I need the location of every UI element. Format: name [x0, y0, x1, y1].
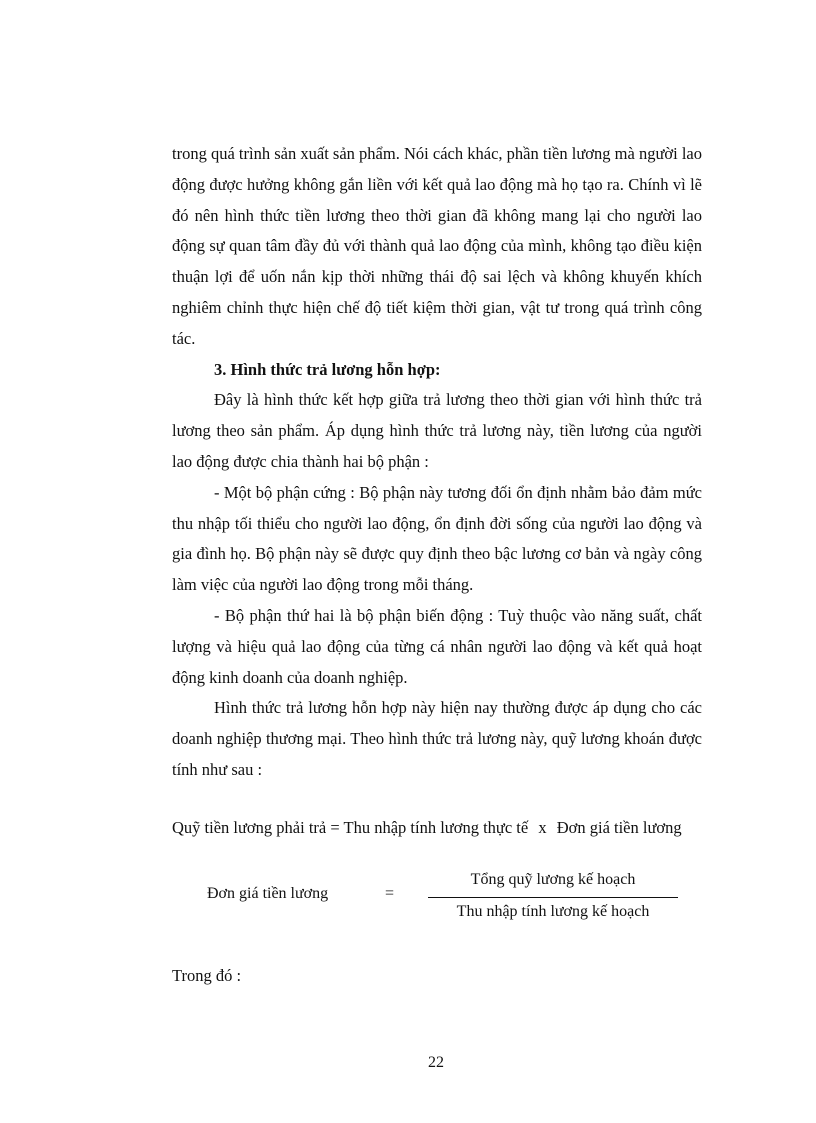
page-number: 22 [428, 1054, 444, 1071]
formula-equals: = [330, 818, 340, 837]
body-text [172, 139, 702, 786]
formula-term-unit-price: Đơn giá tiền lương [556, 818, 682, 837]
paragraph-continuation: trong quá trình sản xuất sản phẩm. Nói cách khác, phần tiền lương mà người lao động được hưởng không gắn liền với kết quả lao động mà họ tạo ra. Chính vì lẽ đó nên hình thức tiền lương theo thời gian đã không mang lại cho người lao động sự quan tâm đầy đủ với thành quả lao động của mình, không tạo điều kiện thuận lợi để uốn nắn kịp thời những thái độ sai lệch và không khuyến khích nghiêm chỉnh thực hiện chế độ tiết kiệm thời gian, vật tư trong quá trình công tác. [172, 144, 702, 348]
fraction-numerator: Tổng quỹ lương kế hoạch [470, 871, 636, 888]
where-label: Trong đó : [172, 966, 242, 985]
formula-lhs: Quỹ tiền lương phải trả [172, 818, 327, 837]
unit-price-equals: = [385, 885, 395, 902]
paragraph-intro: Đây là hình thức kết hợp giữa trả lương theo thời gian với hình thức trả lương theo sản phẩm. Áp dụng hình thức trả lương này, tiền lương của người lao động được chia thành hai bộ phận : [172, 390, 702, 471]
formula-salary-fund [172, 818, 732, 838]
fraction-denominator: Thu nhập tính lương kế hoạch [456, 903, 650, 920]
paragraph-variable-part: - Bộ phận thứ hai là bộ phận biến động : Tuỳ thuộc vào năng suất, chất lượng và hiệu quả lao động của từng cá nhân người lao động và kết quả hoạt động kinh doanh của doanh nghiệp. [172, 605, 702, 687]
section-heading: 3. Hình thức trả lương hỗn hợp: [214, 359, 441, 379]
paragraph-fixed-part: - Một bộ phận cứng : Bộ phận này tương đối ổn định nhằm bảo đảm mức thu nhập tối thiểu cho người lao động, ổn định đời sống của người lao động và gia đình họ. Bộ phận này sẽ được quy định theo bậc lương cơ bản và ngày công làm việc của người lao động trong mỗi tháng. [172, 482, 702, 595]
formula-term-income: Thu nhập tính lương thực tế [343, 818, 529, 837]
paragraph-application: Hình thức trả lương hỗn hợp này hiện nay thường được áp dụng cho các doanh nghiệp thương mại. Theo hình thức trả lương này, quỹ lương khoán được tính như sau : [172, 698, 702, 779]
fraction [428, 868, 678, 924]
formula-unit-price [0, 868, 816, 928]
formula-multiply: x [538, 818, 547, 837]
unit-price-label: Đơn giá tiền lương [207, 885, 329, 902]
